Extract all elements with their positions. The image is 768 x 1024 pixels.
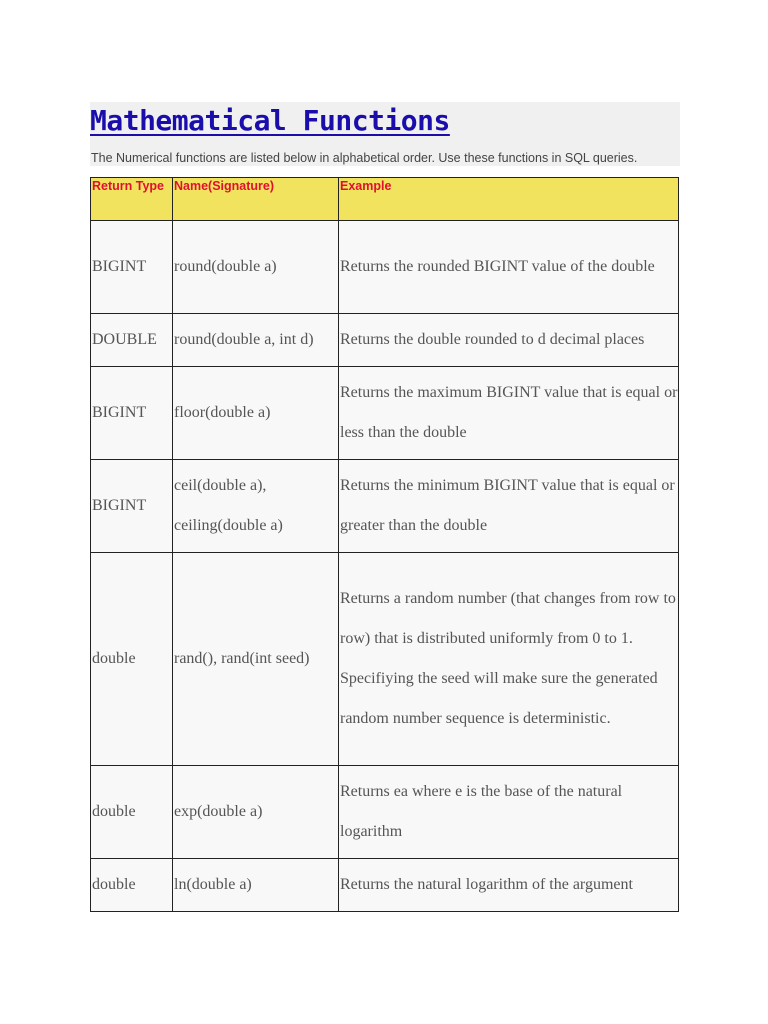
cell-signature: round(double a) xyxy=(173,221,339,314)
table-row xyxy=(91,766,679,859)
page-title[interactable]: Mathematical Functions xyxy=(90,104,450,137)
cell-signature: floor(double a) xyxy=(173,367,339,460)
table-row xyxy=(91,314,679,367)
cell-signature: round(double a, int d) xyxy=(173,314,339,367)
cell-return-type: DOUBLE xyxy=(91,314,173,367)
cell-description: Returns the double rounded to d decimal places xyxy=(339,314,679,367)
cell-return-type: double xyxy=(91,859,173,912)
cell-signature: rand(), rand(int seed) xyxy=(173,553,339,766)
cell-return-type: double xyxy=(91,766,173,859)
cell-description: Returns the maximum BIGINT value that is equal or less than the double xyxy=(339,367,679,460)
cell-description: Returns the minimum BIGINT value that is equal or greater than the double xyxy=(339,460,679,553)
table-row xyxy=(91,367,679,460)
header-return-type: Return Type xyxy=(91,178,173,221)
cell-description: Returns the natural logarithm of the argument xyxy=(339,859,679,912)
functions-table xyxy=(90,177,679,912)
cell-signature: ln(double a) xyxy=(173,859,339,912)
cell-signature: exp(double a) xyxy=(173,766,339,859)
cell-description: Returns a random number (that changes from row to row) that is distributed uniformly from 0 to 1. Specifiying the seed will make sure the generated random number sequence is deterministic. xyxy=(339,553,679,766)
header-name-signature: Name(Signature) xyxy=(173,178,339,221)
cell-return-type: double xyxy=(91,553,173,766)
table-row xyxy=(91,221,679,314)
cell-signature: ceil(double a), ceiling(double a) xyxy=(173,460,339,553)
cell-description: Returns ea where e is the base of the natural logarithm xyxy=(339,766,679,859)
cell-return-type: BIGINT xyxy=(91,221,173,314)
header-example: Example xyxy=(339,178,679,221)
cell-description: Returns the rounded BIGINT value of the double xyxy=(339,221,679,314)
cell-return-type: BIGINT xyxy=(91,460,173,553)
table-row xyxy=(91,460,679,553)
intro-text: The Numerical functions are listed below in alphabetical order. Use these functions in SQL queries. xyxy=(91,151,638,165)
table-row xyxy=(91,553,679,766)
cell-return-type: BIGINT xyxy=(91,367,173,460)
table-row xyxy=(91,859,679,912)
table-header-row xyxy=(91,178,679,221)
